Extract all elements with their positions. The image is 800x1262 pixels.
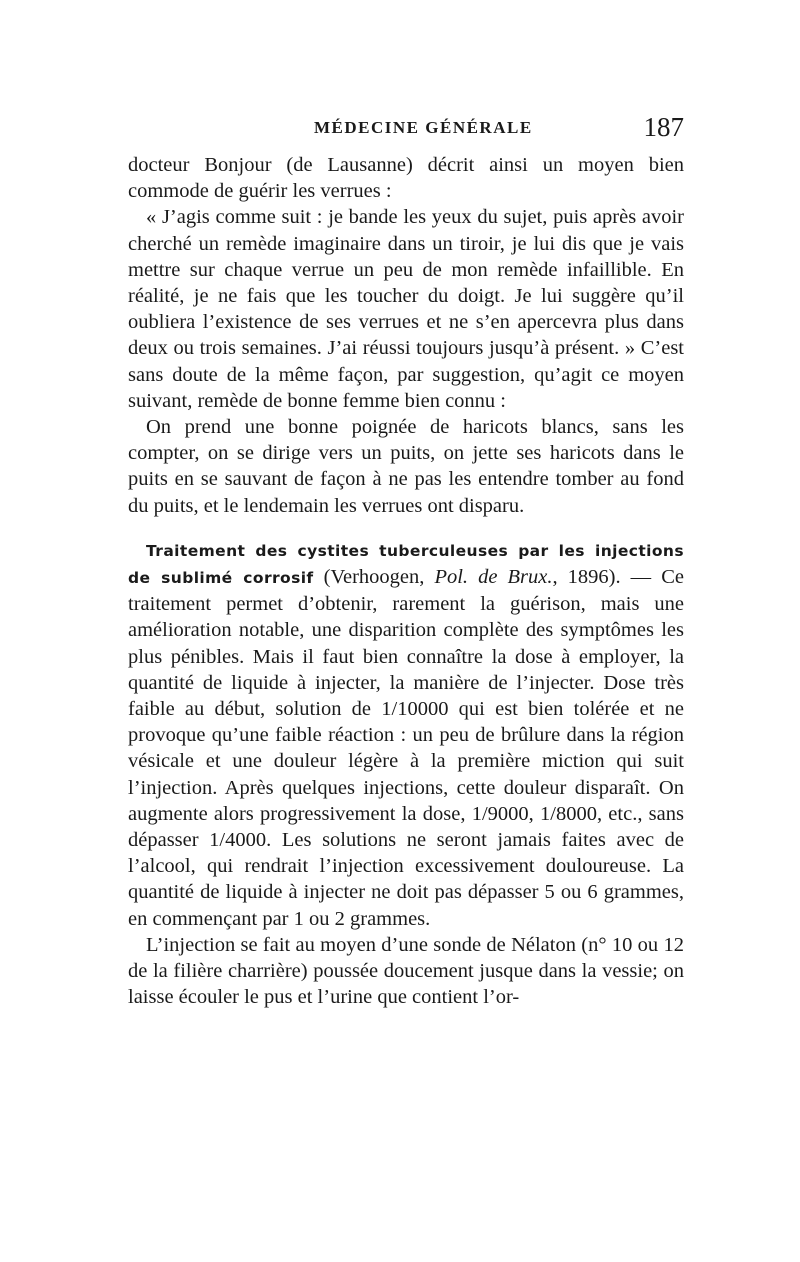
paragraph-cystites: [128, 537, 684, 932]
section-text: Ce traitement permet d’obtenir, rarement la guérison, mais une amélioration notable, une disparition complète des symptômes les plus pénibles. Mais il faut bien connaître la dose à employer, la quantité de liquide à injecter, la manière de l’injecter. Dose très faible au début, solution de 1/10000 qui est bien tolérée et ne provoque qu’une faible réaction : un peu de brûlure dans la région vésicale et une douleur légère à la première miction qui suit l’injection. Après quelques injections, cette douleur disparaît. On augmente alors progressivement la dose, 1/9000, 1/8000, etc., sans dépasser 1/4000. Les solutions ne seront jamais faites avec de l’alcool, qui rendrait l’injection excessivement douloureuse. La quantité de liquide à injecter ne doit pas dépasser 5 ou 6 grammes, en commençant par 1 ou 2 grammes.: [128, 566, 684, 930]
reference-open: (Verhoogen,: [313, 566, 435, 589]
page-number: 187: [643, 112, 684, 142]
section-title: Traitement des cystites tuberculeuses par les injections de sublimé corrosif: [128, 541, 684, 588]
paragraph-haricots: On prend une bonne poignée de haricots blancs, sans les compter, on se dirige vers un puits, on jette ses haricots dans le puits en se sauvant de façon à ne pas les entendre tomber au fond du puits, et le lendemain les verrues ont disparu.: [128, 416, 684, 517]
reference-close: , 1896). —: [552, 566, 662, 589]
page-body: [128, 152, 684, 1011]
running-title: MÉDECINE GÉNÉRALE: [314, 118, 533, 137]
paragraph-continuation: docteur Bonjour (de Lausanne) décrit ainsi un moyen bien commode de guérir les verrues :: [128, 154, 684, 203]
paragraph-injection: L’injection se fait au moyen d’une sonde de Nélaton (n° 10 ou 12 de la filière charrière) poussée doucement jusque dans la vessie; on laisse écouler le pus et l’urine que contient l’or-: [128, 933, 684, 1009]
page-header: [128, 112, 684, 144]
reference-journal: Pol. de Brux.: [434, 566, 553, 589]
paragraph-quote: « J’agis comme suit : je bande les yeux du sujet, puis après avoir cherché un remède imaginaire dans un tiroir, je lui dis que je vais mettre sur chaque verrue un peu de mon remède infaillible. En réalité, je ne fais que les toucher du doigt. Je lui suggère qu’il oubliera l’existence de ses verrues et ne s’en apercevra plus dans deux ou trois semaines. J’ai réussi toujours jusqu’à présent. » C’est sans doute de la même façon, par suggestion, qu’agit ce moyen suivant, remède de bonne femme bien connu :: [128, 206, 684, 412]
